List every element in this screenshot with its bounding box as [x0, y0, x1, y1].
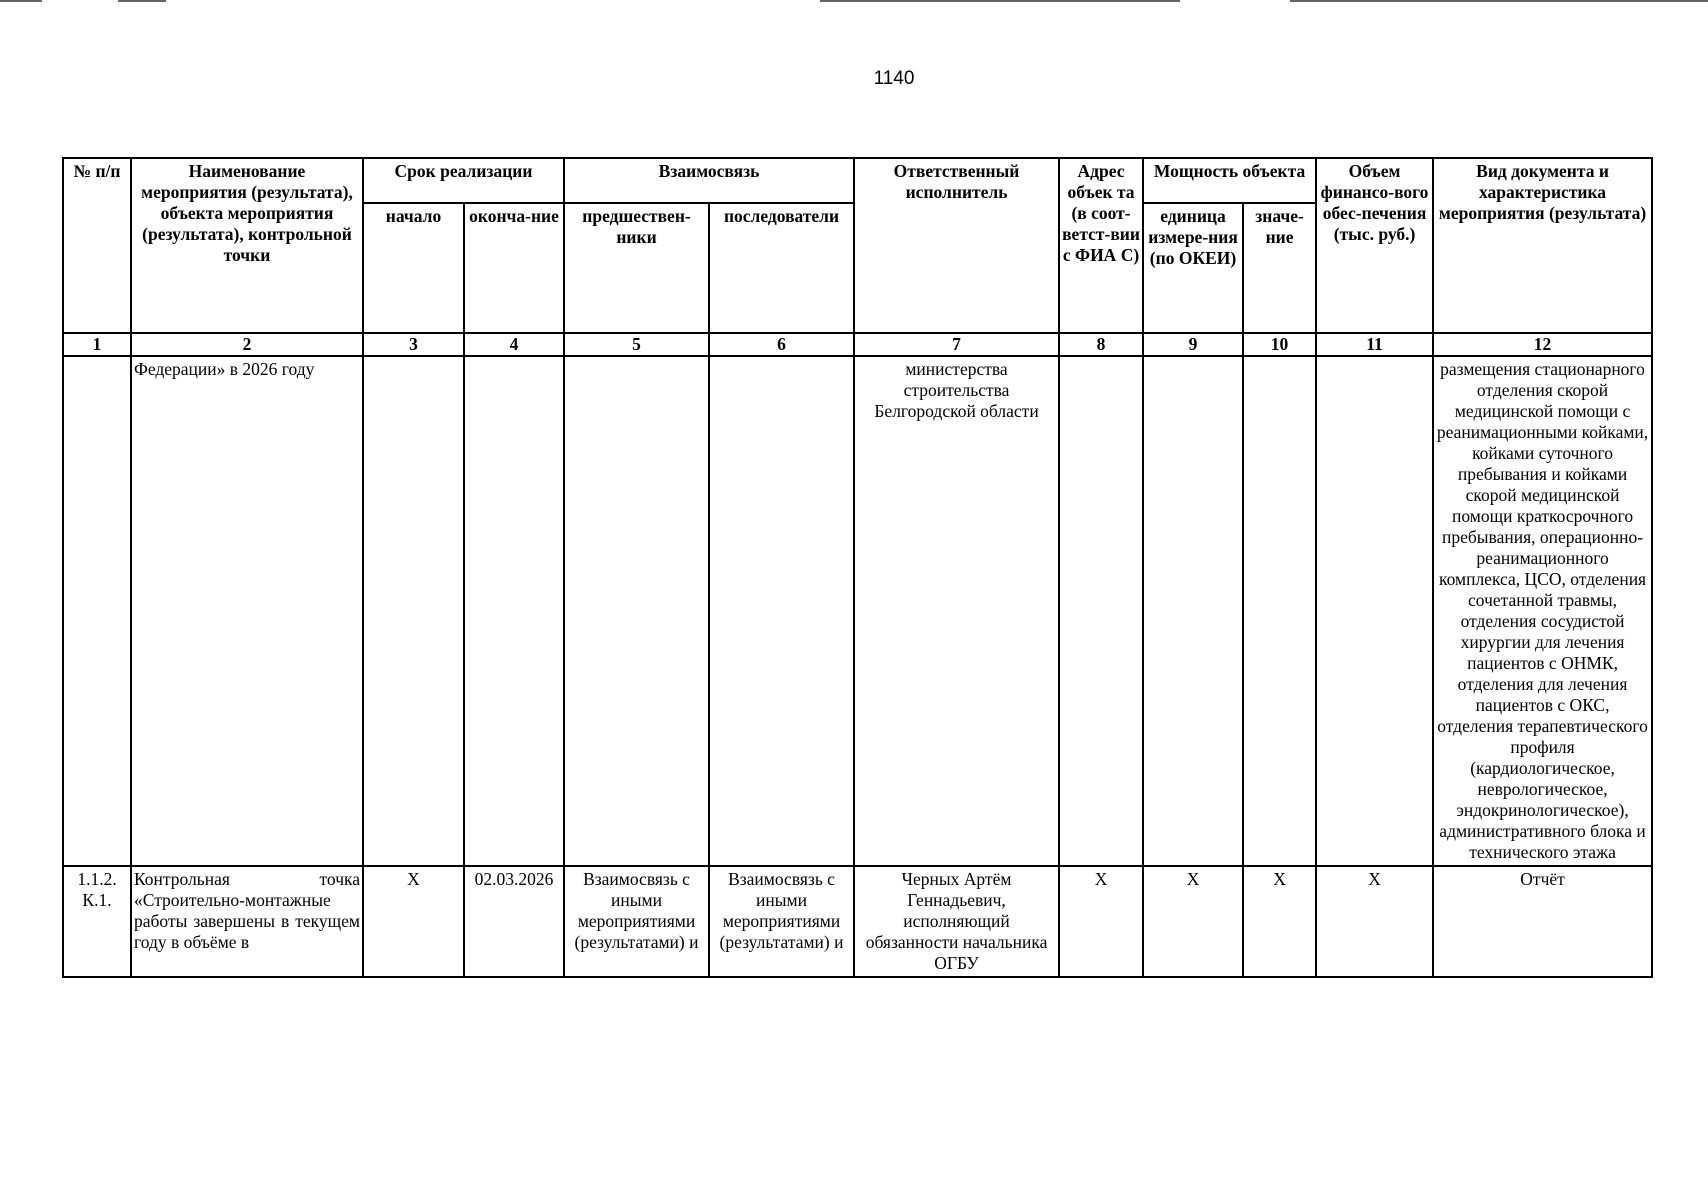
cell-finance: X [1316, 866, 1433, 977]
header-capacity: Мощность объекта [1143, 158, 1316, 203]
col-number: 9 [1143, 333, 1243, 356]
header-link: Взаимосвязь [564, 158, 854, 203]
header-term-start: начало [363, 203, 464, 333]
cell-doc: размещения стационарного отделения скорой медицинской помощи с реанимационными койками, койками суточного пребывания и койками скорой медицинской помощи краткосрочного пребывания, операционно-реанимационного комплекса, ЦСО, отделения сочетанной травмы, отделения сосудистой хирургии для лечения пациентов с ОНМК, отделения для лечения пациентов с ОКС, отделения терапевтического профиля (кардиологическое, неврологическое, эндокринологическое), административного блока и технического этажа [1433, 356, 1652, 866]
cell-address: X [1059, 866, 1143, 977]
cell-end: 02.03.2026 [464, 866, 564, 977]
col-number: 5 [564, 333, 709, 356]
col-number: 3 [363, 333, 464, 356]
table-row [63, 356, 1652, 866]
cell-start [363, 356, 464, 866]
cell-address [1059, 356, 1143, 866]
cell-num: 1.1.2. К.1. [63, 866, 131, 977]
header-finance: Объем финансо-вого обес-печения (тыс. руб.) [1316, 158, 1433, 333]
header-cap-unit: единица измере-ния (по ОКЕИ) [1143, 203, 1243, 333]
col-number: 12 [1433, 333, 1652, 356]
cell-prev: Взаимосвязь с иными мероприятиями (результатами) и [564, 866, 709, 977]
header-cap-value: значе-ние [1243, 203, 1316, 333]
page-number: 1140 [873, 68, 915, 89]
cell-next [709, 356, 854, 866]
cell-doc: Отчёт [1433, 866, 1652, 977]
cell-finance [1316, 356, 1433, 866]
top-edge-line [1290, 0, 1708, 2]
top-edge-line [820, 0, 1180, 2]
column-numbers-row [63, 333, 1652, 356]
cell-next: Взаимосвязь с иными мероприятиями (результатами) и [709, 866, 854, 977]
cell-prev [564, 356, 709, 866]
col-number: 4 [464, 333, 564, 356]
cell-start: X [363, 866, 464, 977]
cell-end [464, 356, 564, 866]
cell-unit [1143, 356, 1243, 866]
col-number: 8 [1059, 333, 1143, 356]
cell-num [63, 356, 131, 866]
cell-name: Федерации» в 2026 году [131, 356, 363, 866]
header-term-end: оконча-ние [464, 203, 564, 333]
header-doc: Вид документа и характеристика мероприятия (результата) [1433, 158, 1652, 333]
cell-unit: X [1143, 866, 1243, 977]
col-number: 6 [709, 333, 854, 356]
header-responsible: Ответственный исполнитель [854, 158, 1059, 333]
col-number: 11 [1316, 333, 1433, 356]
header-num: № п/п [63, 158, 131, 333]
cell-responsible: Черных Артём Геннадьевич, исполняющий обязанности начальника ОГБУ [854, 866, 1059, 977]
header-link-prev: предшествен-ники [564, 203, 709, 333]
table-row [63, 866, 1652, 977]
col-number: 1 [63, 333, 131, 356]
cell-value [1243, 356, 1316, 866]
cell-name: Контрольная точка «Строительно-монтажные работы завершены в текущем году в объёме в [131, 866, 363, 977]
header-link-next: последователи [709, 203, 854, 333]
col-number: 10 [1243, 333, 1316, 356]
top-edge-line [118, 0, 166, 2]
header-address: Адрес объек та (в соот-ветст-вии с ФИА С) [1059, 158, 1143, 333]
header-name: Наименование мероприятия (результата), объекта мероприятия (результата), контрольной точки [131, 158, 363, 333]
cell-responsible: министерства строительства Белгородской области [854, 356, 1059, 866]
top-edge-line [0, 0, 42, 2]
header-term: Срок реализации [363, 158, 564, 203]
col-number: 2 [131, 333, 363, 356]
col-number: 7 [854, 333, 1059, 356]
plan-table [62, 157, 1653, 978]
cell-value: X [1243, 866, 1316, 977]
